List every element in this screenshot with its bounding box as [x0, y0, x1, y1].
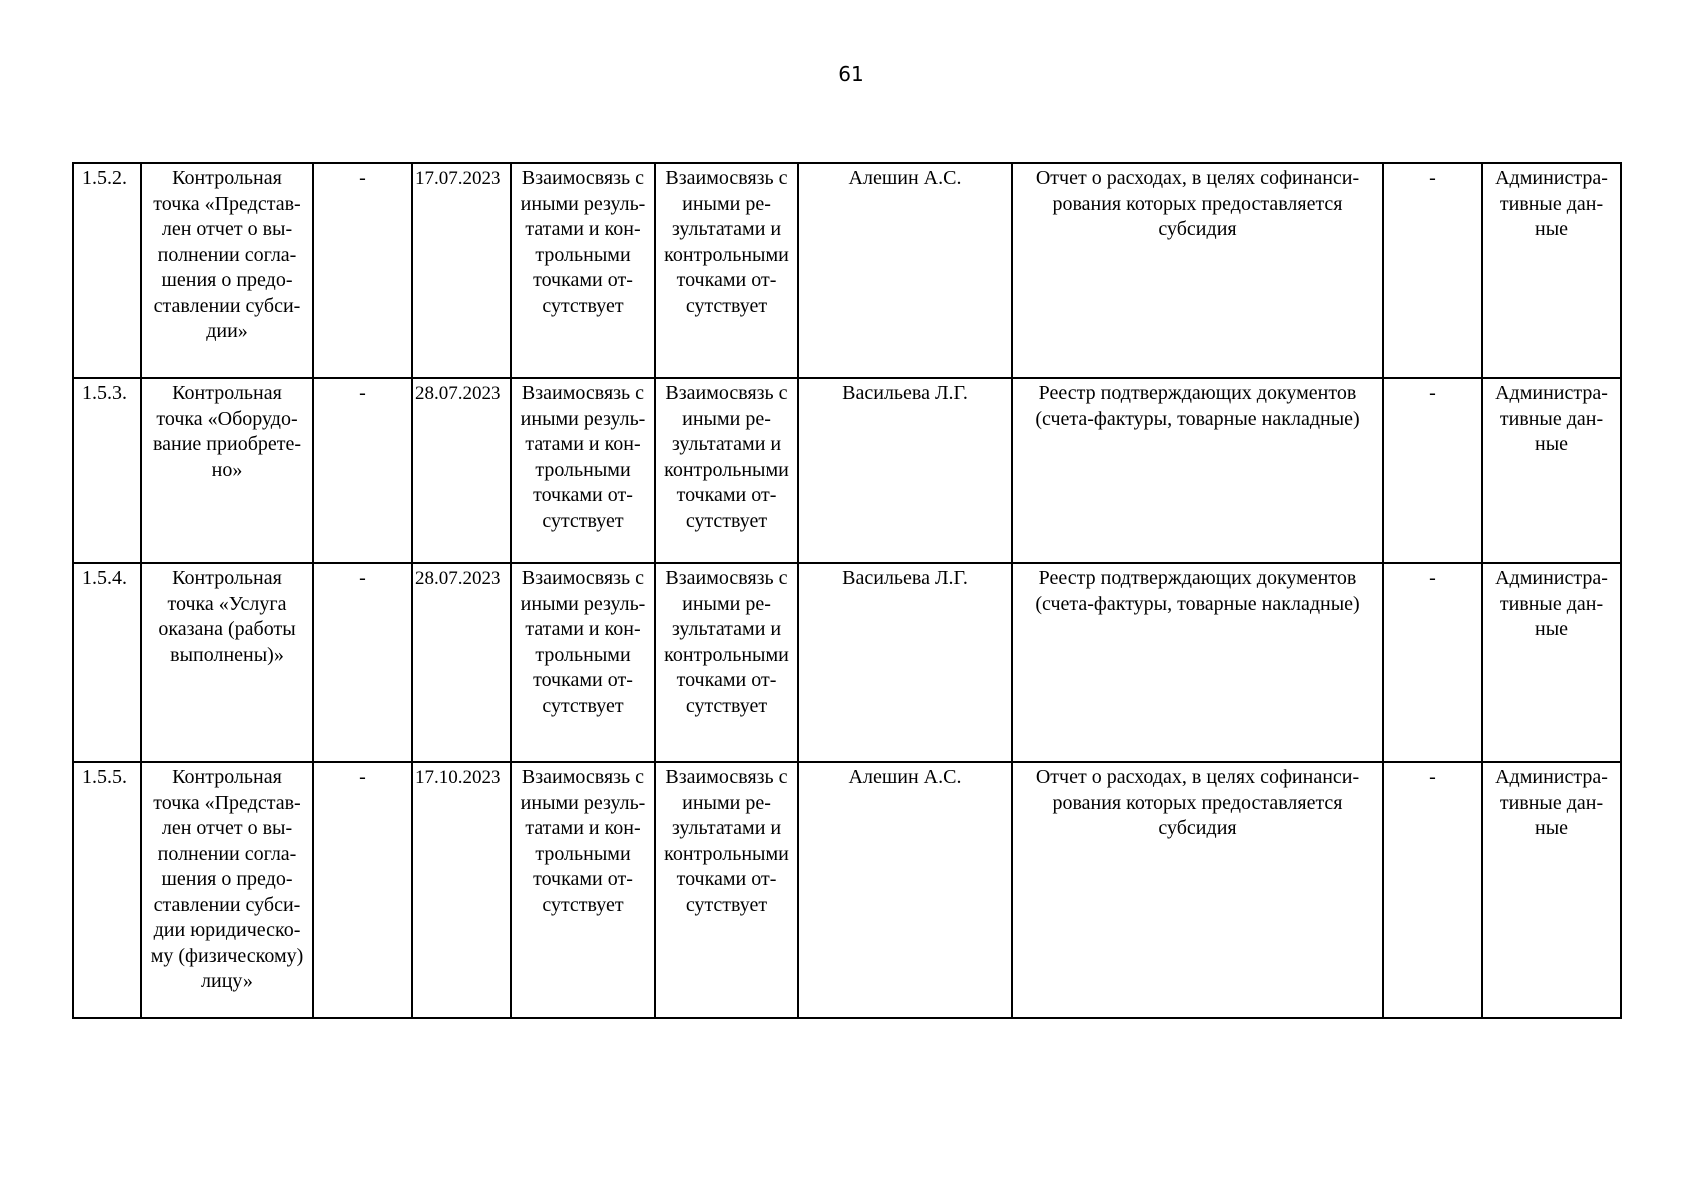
cell-date: 17.10.2023	[412, 762, 511, 1018]
text-line: трольными	[535, 842, 631, 865]
cell-dash: -	[1383, 378, 1482, 563]
text-line: Взаимосвязь с	[665, 382, 788, 404]
text-line: полнении согла-	[157, 842, 297, 865]
cell-document	[1012, 163, 1383, 378]
text-line: татами и кон-	[525, 618, 641, 640]
text-line: точками от-	[533, 484, 633, 506]
text-line: точками от-	[676, 669, 777, 691]
cell-link-results	[511, 762, 655, 1018]
text-line: контрольными	[664, 458, 789, 481]
text-line: ставлении субси-	[153, 294, 301, 317]
text-line: точка «Представ-	[153, 791, 301, 814]
text-line: тивные дан-	[1499, 791, 1604, 814]
text-line: ные	[1534, 433, 1569, 455]
text-line: сутствует	[542, 893, 624, 916]
text-line: зультатами и	[671, 817, 782, 839]
text-line: субсидия	[1158, 218, 1237, 240]
cell-document	[1012, 563, 1383, 762]
cell-link-results	[511, 563, 655, 762]
cell-dash: -	[313, 163, 412, 378]
text-line: точка «Услуга	[167, 592, 287, 615]
cell-responsible: Алешин А.С.	[798, 163, 1012, 378]
text-line: Контрольная	[172, 766, 282, 788]
text-line: рования которых предоставляется	[1052, 192, 1343, 215]
table-row	[73, 163, 1621, 378]
text-line: иными резуль-	[520, 192, 646, 215]
cell-dash: -	[1383, 563, 1482, 762]
cell-dash: -	[313, 378, 412, 563]
text-line: вание приобрете-	[152, 433, 302, 455]
text-line: дии»	[206, 320, 248, 342]
table-row	[73, 563, 1621, 762]
text-line: контрольными	[664, 842, 789, 865]
cell-control-point	[141, 378, 313, 563]
cell-link-points	[655, 563, 798, 762]
cell-source	[1482, 563, 1621, 762]
text-line: дии юридическо-	[153, 919, 301, 941]
text-line: сутствует	[685, 294, 768, 317]
cell-responsible: Алешин А.С.	[798, 762, 1012, 1018]
text-line: татами и кон-	[525, 817, 641, 839]
text-line: татами и кон-	[525, 218, 641, 240]
text-line: тивные дан-	[1499, 192, 1604, 215]
page-number: 61	[838, 62, 864, 86]
text-line: ные	[1534, 817, 1569, 839]
cell-date: 28.07.2023	[412, 378, 511, 563]
text-line: Взаимосвязь с	[521, 766, 645, 788]
text-line: зультатами и	[671, 618, 782, 640]
text-line: сутствует	[542, 509, 624, 532]
text-line: Взаимосвязь с	[665, 167, 788, 189]
text-line: Администра-	[1495, 382, 1608, 404]
text-line: Контрольная	[172, 167, 282, 189]
text-line: иными ре-	[682, 791, 771, 814]
cell-dash: -	[313, 762, 412, 1018]
cell-link-points	[655, 163, 798, 378]
cell-dash: -	[1383, 163, 1482, 378]
text-line: Взаимосвязь с	[521, 382, 645, 404]
cell-control-point	[141, 563, 313, 762]
text-line: точками от-	[533, 669, 633, 691]
text-line: зультатами и	[671, 433, 782, 455]
cell-link-results	[511, 378, 655, 563]
text-line: контрольными	[664, 243, 789, 266]
text-line: (счета-фактуры, товарные накладные)	[1035, 592, 1360, 615]
text-line: лен отчет о вы-	[161, 817, 293, 839]
cell-document	[1012, 762, 1383, 1018]
text-line: сутствует	[685, 893, 768, 916]
cell-control-point	[141, 163, 313, 378]
cell-document	[1012, 378, 1383, 563]
text-line: тивные дан-	[1499, 407, 1604, 430]
text-line: Взаимосвязь с	[665, 766, 788, 788]
table-row	[73, 378, 1621, 563]
text-line: тивные дан-	[1499, 592, 1604, 615]
text-line: точками от-	[533, 868, 633, 890]
text-line: оказана (работы	[158, 618, 296, 640]
text-line: рования которых предоставляется	[1052, 791, 1343, 814]
text-line: Администра-	[1495, 167, 1608, 189]
text-line: сутствует	[542, 294, 624, 317]
table-body	[73, 163, 1621, 1018]
text-line: му (физическому)	[150, 944, 304, 967]
text-line: иными ре-	[682, 592, 771, 615]
text-line: точками от-	[676, 269, 777, 291]
cell-source	[1482, 378, 1621, 563]
text-line: иными ре-	[682, 192, 771, 215]
text-line: Контрольная	[172, 567, 282, 589]
cell-link-points	[655, 378, 798, 563]
text-line: иными резуль-	[520, 592, 646, 615]
text-line: трольными	[535, 458, 631, 481]
text-line: сутствует	[685, 509, 768, 532]
cell-number: 1.5.5.	[73, 762, 141, 1018]
text-line: точка «Представ-	[153, 192, 301, 215]
text-line: лицу»	[201, 970, 253, 992]
cell-responsible: Васильева Л.Г.	[798, 563, 1012, 762]
text-line: зультатами и	[671, 218, 782, 240]
text-line: выполнены)»	[170, 643, 284, 666]
control-points-table	[72, 162, 1622, 1019]
text-line: трольными	[535, 643, 631, 666]
cell-date: 28.07.2023	[412, 563, 511, 762]
text-line: точками от-	[676, 484, 777, 506]
cell-link-results	[511, 163, 655, 378]
cell-control-point	[141, 762, 313, 1018]
text-line: полнении согла-	[157, 243, 297, 266]
cell-number: 1.5.2.	[73, 163, 141, 378]
cell-dash: -	[1383, 762, 1482, 1018]
cell-source	[1482, 163, 1621, 378]
text-line: Отчет о расходах, в целях софинанси-	[1035, 766, 1360, 788]
cell-source	[1482, 762, 1621, 1018]
text-line: трольными	[535, 243, 631, 266]
text-line: лен отчет о вы-	[161, 218, 293, 240]
text-line: Реестр подтверждающих документов	[1038, 382, 1357, 404]
cell-dash: -	[313, 563, 412, 762]
cell-date: 17.07.2023	[412, 163, 511, 378]
text-line: Контрольная	[172, 382, 282, 404]
text-line: Взаимосвязь с	[665, 567, 788, 589]
text-line: шения о предо-	[161, 269, 293, 291]
text-line: сутствует	[542, 694, 624, 717]
text-line: иными резуль-	[520, 791, 646, 814]
text-line: иными резуль-	[520, 407, 646, 430]
text-line: субсидия	[1158, 817, 1237, 839]
text-line: (счета-фактуры, товарные накладные)	[1035, 407, 1360, 430]
text-line: точками от-	[533, 269, 633, 291]
text-line: Взаимосвязь с	[521, 567, 645, 589]
cell-link-points	[655, 762, 798, 1018]
cell-responsible: Васильева Л.Г.	[798, 378, 1012, 563]
text-line: контрольными	[664, 643, 789, 666]
text-line: Администра-	[1495, 766, 1608, 788]
text-line: ные	[1534, 618, 1569, 640]
text-line: сутствует	[685, 694, 768, 717]
text-line: татами и кон-	[525, 433, 641, 455]
text-line: Взаимосвязь с	[521, 167, 645, 189]
table-row	[73, 762, 1621, 1018]
text-line: Отчет о расходах, в целях софинанси-	[1035, 167, 1360, 189]
text-line: точка «Оборудо-	[156, 407, 298, 430]
cell-number: 1.5.3.	[73, 378, 141, 563]
cell-number: 1.5.4.	[73, 563, 141, 762]
text-line: точками от-	[676, 868, 777, 890]
text-line: Реестр подтверждающих документов	[1038, 567, 1357, 589]
text-line: ставлении субси-	[153, 893, 301, 916]
text-line: шения о предо-	[161, 868, 293, 890]
text-line: но»	[211, 458, 243, 481]
text-line: иными ре-	[682, 407, 771, 430]
text-line: ные	[1534, 218, 1569, 240]
text-line: Администра-	[1495, 567, 1608, 589]
